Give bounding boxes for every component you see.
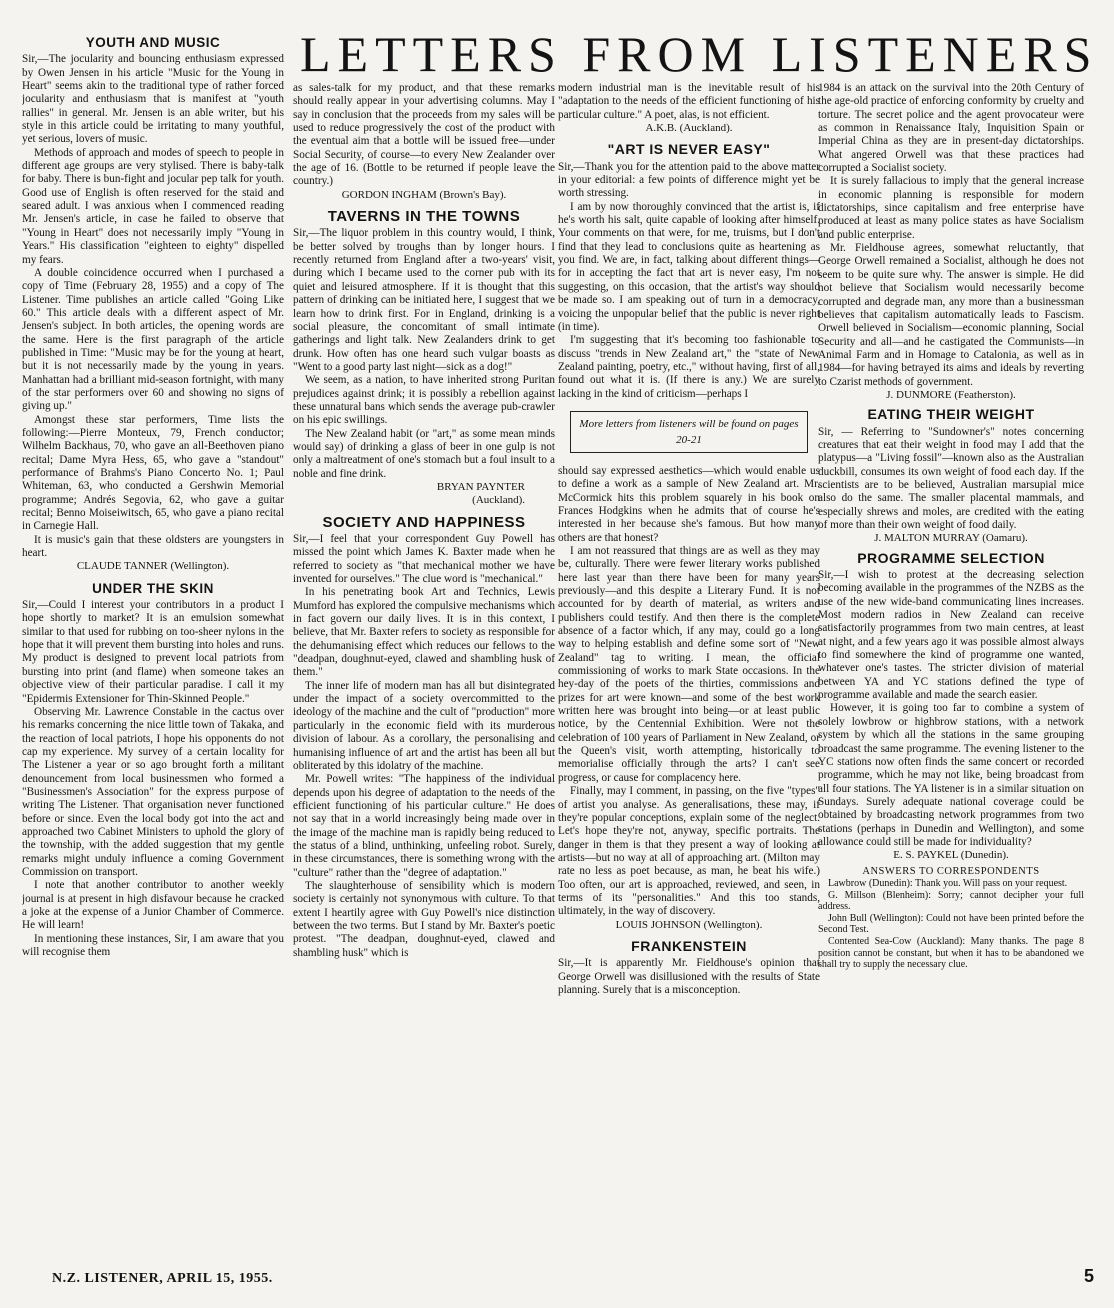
letter-paragraph: Sir,—The jocularity and bouncing enthusiasm expressed by Owen Jensen in his article "Music for the Young in Heart" seems akin to the traditional type of rather forced jocularity and enthusiasm that is manifest at "youth rallies" in general. Mr. Jensen is an able writer, but his style in this article could be irritating to many youthful, yet serious, lovers of music. (22, 53, 284, 146)
letter-paragraph: modern industrial man is the inevitable result of his "adaptation to the needs of the efficient functioning of his particular culture." A poet, alas, is not efficient. (558, 82, 820, 121)
footer-publication-date: N.Z. LISTENER, APRIL 15, 1955. (52, 1271, 273, 1286)
column-3 (558, 82, 820, 1264)
answers-list (818, 878, 1084, 971)
more-letters-notice-box: More letters from listeners will be found on pages 20-21 (570, 411, 808, 453)
headline-society-and-happiness: SOCIETY AND HAPPINESS (322, 513, 526, 531)
letter-paragraph: I note that another contributor to another weekly journal is at present in high disfavour because he cracked a joke at the expense of a Junior Chamber of Commerce. He will learn! (22, 879, 284, 932)
letter-paragraph: Amongst these star performers, Time lists the following:—Pierre Monteux, 79, French conductor; Wilhelm Backhaus, 70, who gave an all-Beethoven piano recital; Dame Myra Hess, 65, who gave a "standout" performance of Brahms's Piano Concerto No. 1; Paul Whiteman, 63, who conducted a Gershwin Memorial programme; Andrés Segovia, 62, who gave a guitar recital; Benno Moiseiwitsch, 65, who gave a piano recital in Carnegie Hall. (22, 413, 284, 533)
letter-paragraph: Sir,—I wish to protest at the decreasing selection becoming available in the programmes of the NZBS as the use of the new wide-band communicating lines increases. Most modern radios in New Zealand can receive satisfactorily programmes from two main centres, at least at night, and a few years ago it was possible almost always to find somewhere the kind of programme one wanted, whatever one's tastes. The stricter division of material between YA and YC stations defined the type of programme available and made the search easier. (818, 569, 1084, 702)
letter-paragraph: We seem, as a nation, to have inherited strong Puritan prejudices against drink; it is possibly a rebellion against these unnatural bans which sends the average pub-crawler on his epic swillings. (293, 374, 555, 427)
letter-signature: J. DUNMORE (Featherston). (886, 388, 1016, 401)
letter-signature: E. S. PAYKEL (Dunedin). (893, 849, 1009, 862)
letter-paragraph: Sir,—Could I interest your contributors in a product I hope shortly to market? It is an emulsion somewhat similar to that used for rubbing on too-sheer nylons in the hope that it will prevent them bursting into holes and runs. My product is designed to prevent local patriots from bursting into print (and flame) when someone takes an objective view of their particular paradise. I call it my "Epidermis Extensioner for Thin-Skinned People." (22, 599, 284, 705)
headline-taverns-in-the-towns: TAVERNS IN THE TOWNS (327, 208, 521, 226)
answer-item: John Bull (Wellington): Could not have been printed before the Second Test. (818, 912, 1084, 936)
letter-signature-place: (Auckland). (472, 494, 525, 507)
letter-paragraph: Sir,—It is apparently Mr. Fieldhouse's opinion that George Orwell was disillusioned with the results of State planning. Surely that is a misconception. (558, 957, 820, 996)
letter-paragraph: Mr. Powell writes: "The happiness of the individual depends upon his degree of adaptation to the needs of the efficient functioning of his particular culture." He does not say that in a world increasingly being made over in the image of the machine man is rapidly being reduced to the status of a blind, unthinking, unfeeling robot. Surely, in these circumstances, there is something wrong with the "culture" rather than the "degree of adaptation." (293, 773, 555, 879)
letter-signature: BRYAN PAYNTER (436, 480, 525, 493)
letter-paragraph: Sir, — Referring to "Sundowner's" notes concerning creatures that eat their weight in food may I add that the platypus—a "Living fossil"—known also as the Australian duckbill, consumes its own weight of food each day. If the scientists are to be believed, Australian marsupial mice also do the same. The smaller placental mammals, and especially shrews and moles, are credited with the eating of more than their own weight of food daily. (818, 425, 1084, 531)
letter-paragraph: Observing Mr. Lawrence Constable in the cactus over his remarks concerning the nice little town of Takaka, and the reaction of local patriots, I hope his opponents do not cap my experience. My survey of a certain locality for The Listener a year or so ago brought forth a militant denouncement from local businessmen who formed a "Businessmen's Association" for the express purpose of writing The Listener. That organisation never functioned before or since. Even the local body got into the act and approached two Cabinet Ministers to uphold the glory of the township, with the added suggestion that my gentle remarks might unduly influence a coming Government Commission on transport. (22, 705, 284, 878)
answer-item: Lawbrow (Dunedin): Thank you. Will pass on your request. (828, 877, 1068, 889)
letter-signature: A.K.B. (Auckland). (645, 122, 733, 135)
letter-paragraph: Mr. Fieldhouse agrees, somewhat reluctantly, that George Orwell remained a Socialist, although he does not seem to be quite sure why. The answer is simple. He did not believe that Socialism would necessarily become corrupted and degrade man, any more than a businessman believes that capitalism automatically leads to Fascism. Orwell believed in Socialism—economic planning, Social Security and all—and he castigated the Communists—in Animal Farm and in Homage to Catalonia, as well as in 1984—for having betrayed its aims and ideals by reverting to Czarist methods of government. (818, 242, 1084, 388)
letter-paragraph: It is surely fallacious to imply that the general increase in economic planning is responsible for modern dictatorships, since capitalism and free enterprise have produced at least as many police states as have Socialism and public enterprise. (818, 175, 1084, 241)
headline-programme-selection: PROGRAMME SELECTION (857, 549, 1045, 566)
letter-paragraph: A double coincidence occurred when I purchased a copy of Time (February 28, 1955) and a copy of The Listener. Time publishes an article called "Going Like 60." This article deals with a different aspect of Mr. Jensen's subject. In both articles, the opening words are the same. Here is the first paragraph of the article published in Time: "Music may be for the young at heart, but it is not necessarily made by the young in years. Manhattan had a brilliant mid-season fortnight, with many of the star performers over 60 and showing no signs of giving up." (22, 266, 284, 413)
letter-paragraph: I am by now thoroughly convinced that the artist is, if he's worth his salt, quite capable of looking after himself. Your comments on that were, for me, truisms, but I don't find that they lead to conclusions quite as heartening as you find. We are, in fact, talking about different things—for in accepting the fact that art is never easy, I'm not suggesting, on this occasion, that the artist's way should be made so. I am speaking out of turn in a democracy, voicing the unpopular belief that the public is never right (in time). (558, 200, 820, 333)
column-1 (22, 32, 284, 1264)
letter-paragraph: 1984 is an attack on the survival into the 20th Century of the age-old practice of enforcing conformity by cruelty and torture. The secret police and the agent provocateur were as common in Renaissance Italy, Inquisition Spain or Imperial China as they are in present-day dictatorships. What angered Orwell was that these practices had corrupted a Socialist society. (818, 82, 1084, 175)
footer-page-number: 5 (1083, 1266, 1094, 1286)
letter-paragraph: Finally, may I comment, in passing, on the five "types" of artist you analyse. As generalisations, these may, if they're popular conceptions, explain some of the neglect. Let's hope they're not, anyway, specific portraits. The danger in them is that they present a way of looking at artists—but no way at all of approaching art. (Milton may rate no less as poet because, as man, he beat his wife.) Too often, our art is approached, reviewed, and seen, in terms of its "personalities." And this too stands, ultimately, in the way of discovery. (558, 785, 820, 918)
headline-under-the-skin: UNDER THE SKIN (92, 580, 214, 596)
letter-signature: GORDON INGHAM (Brown's Bay). (341, 188, 507, 201)
letter-paragraph: The slaughterhouse of sensibility which is modern society is certainly not synonymous with culture. To that extent I heartily agree with Guy Powell's nice distinction between the two terms. But I stand by Mr. Baxter's poetic protest. "The deadpan, doughnut-eyed, clawed and shambling husk" which is (293, 879, 555, 959)
answers-to-correspondents-title: ANSWERS TO CORRESPONDENTS (862, 865, 1040, 877)
letter-paragraph: In his penetrating book Art and Technics, Lewis Mumford has explored the compulsive mechanisms which in fact govern our daily lives. It is in this context, I believe, that Mr. Baxter refers to society as responsible for the dehumanising effect which reduces our fellows to the "deadpan, doughnut-eyed, clawed and shambling husk of them." (293, 586, 555, 679)
letter-paragraph: should say expressed aesthetics—which would enable us to define a work as a sample of New Zealand art. Mr. McCormick hits this problem squarely in his book on Frances Hodgkins when he admits that of course he's interested in her because she's famous. But how many others are that honest? (558, 464, 820, 544)
letter-paragraph: In mentioning these instances, Sir, I am aware that you will recognise them (22, 932, 284, 959)
letter-signature: J. MALTON MURRAY (Oamaru). (874, 532, 1028, 545)
letter-paragraph: I'm suggesting that it's becoming too fashionable to discuss "trends in New Zealand art," the "state of New Zealand painting, poetry, etc.," without having, first of all, found out what it is. (If there is any.) We are surely lacking in the kind of criticism—perhaps I (558, 334, 820, 400)
headline-art-is-never-easy: "ART IS NEVER EASY" (607, 141, 771, 158)
column-2 (293, 82, 555, 1264)
letter-paragraph: Sir,—Thank you for the attention paid to the above matter in your editorial: a few points of difference might yet be worth stressing. (558, 160, 820, 200)
letter-paragraph: Sir,—I feel that your correspondent Guy Powell has missed the point which James K. Baxter made when he referred to society as "that mechanical mother we have invented for ourselves." The clue word is "mechanical." (293, 533, 555, 586)
letter-paragraph: However, it is going too far to combine a system of solely lowbrow or highbrow stations, with a network system by which all the stations in the same grouping broadcast the same programme. The evening listener to the YC stations now often finds the same concert or recorded programme, which he may not like, being broadcast from all four stations. The YA listener is in a similar situation on Sundays. Surely adequate national coverage could be obtained by broadcasting network programmes from two stations (perhaps in Dunedin and Wellington), and some allowance could still be made for individuality? (818, 702, 1084, 848)
answer-item: G. Millson (Blenheim): Sorry; cannot decipher your full address. (818, 889, 1084, 913)
letter-paragraph: It is music's gain that these oldsters are youngsters in heart. (22, 533, 284, 560)
letter-paragraph: The inner life of modern man has all but disintegrated under the impact of a society overcommitted to the ideology of the machine and the cult of "production" more particularly in the economic field with its murderous division of labour. As a corollary, the personalising and humanising influence of art and the artist has been all but obliterated by this idolatry of the machine. (293, 679, 555, 772)
letter-signature: LOUIS JOHNSON (Wellington). (615, 918, 763, 931)
letter-paragraph: Sir,—The liquor problem in this country would, I think, be better solved by troughs than by longer hours. I recently returned from England after a two-years' visit, during which I became used to the corner pub with its quiet and leisured atmosphere. If it is thought that this pattern of drinking can be initiated here, I suggest that we learn how to drink first. For in England, drinking is a social pleasure, the concomitant of small intimate gatherings and light talk. New Zealanders drink to get drunk. How often has one heard such vulgar boasts as "Went to a good party last night—sick as a dog!" (293, 227, 555, 373)
letter-paragraph: I am not reassured that things are as well as they may be, culturally. There were fewer literary works published here last year than there have been for many years previously—and this despite a Literary Fund. It is not accounted for by dearth of material, as writers and publishers could testify. And then there is the complete absence of a factor which, if any may, could go a long way to helping establish and define some sort of "New Zealand" tag to writing. I mean, the official commissioning of works to mark State occasions. In the hey-day of the poets of the thirties, commissions and prizes for art were known—and some of the best work written here was brought into being—or at least public notice, by the Centennial Exhibition. Were not the celebration of 100 years of Parliament in New Zealand, or the Queen's visit, worth attempting, historically to memorialise officially through the arts? I can't see progress, or cause for complacency here. (558, 544, 820, 784)
page-masthead: LETTERS FROM LISTENERS (300, 26, 1099, 82)
answer-item: Contented Sea-Cow (Auckland): Many thanks. The page 8 position cannot be constant, but when it has to be abandoned we shall try to supply the necessary clue. (818, 935, 1084, 971)
letter-signature: CLAUDE TANNER (Wellington). (76, 560, 230, 573)
letter-paragraph: Methods of approach and modes of speech to people in different age groups are very stylised. There is baby-talk for baby. There is bun-fight and jocular pep talk for youth. Good use of English is often reserved for the staid and seared adult. I was anxious when I commenced reading Mr. Jensen's article, in case he failed to observe that "Young in Heart" does not necessarily imply "Young in Years." His classification "eighteen to eighty" dispelled my fears. (22, 146, 284, 266)
headline-eating-their-weight: EATING THEIR WEIGHT (867, 406, 1035, 423)
letter-paragraph: The New Zealand habit (or "art," as some mean minds would say) of drinking a glass of beer in one gulp is not only a maltreatment of one's stomach but a foul insult to a noble and fine drink. (293, 427, 555, 480)
column-4 (818, 82, 1084, 1264)
headline-frankenstein: FRANKENSTEIN (631, 937, 747, 954)
letter-paragraph: as sales-talk for my product, and that these remarks should really appear in your advertising columns. May I say in conclusion that the proceeds from my sales will be used to reduce progressively the cost of the product with the eventual aim that a bottle will be issued free—under Social Security, of course—to every New Zealander over the age of 16. (Bottle to be returned if people leave the country.) (293, 82, 555, 188)
headline-youth-and-music: YOUTH AND MUSIC (85, 35, 221, 50)
